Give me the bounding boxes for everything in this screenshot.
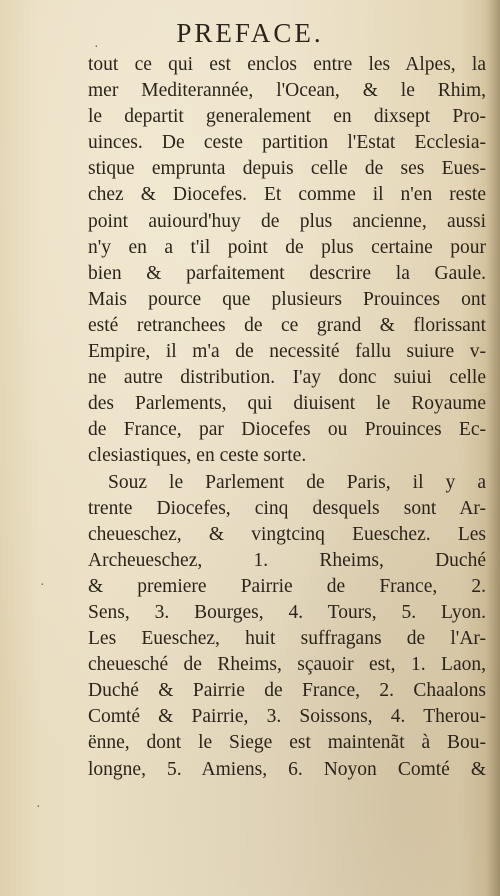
running-head: PREFACE. (176, 18, 324, 48)
text-line-25: Duché & Pairrie de France, 2. Chaalons (88, 680, 486, 702)
text-line-10: Mais pource que plusieurs Prouinces ont (88, 288, 486, 310)
text-line-26: Comté & Pairrie, 3. Soissons, 4. Therou- (88, 706, 486, 728)
ink-speck: · (94, 40, 99, 55)
text-line-5: stique emprunta depuis celle de ses Eues- (88, 158, 486, 180)
text-line-17: Souz le Parlement de Paris, il y a (108, 471, 486, 493)
text-line-7: point auiourd'huy de plus ancienne, aussi (88, 210, 486, 232)
text-line-21: & premiere Pairrie de France, 2. (88, 575, 486, 597)
text-line-23: Les Eueschez, huit suffragans de l'Ar- (88, 628, 486, 650)
text-line-6: chez & Diocefes. Et comme il n'en reste (88, 184, 486, 206)
text-line-18: trente Diocefes, cinq desquels sont Ar- (88, 497, 486, 519)
text-line-8: n'y en a t'il point de plus certaine pour (88, 236, 486, 258)
text-line-20: Archeueschez, 1. Rheims, Duché (88, 549, 486, 571)
page-edge-shadow (486, 0, 500, 896)
text-line-2: mer Mediterannée, l'Ocean, & le Rhim, (88, 80, 486, 102)
ink-speck: · (40, 578, 45, 593)
text-line-14: des Parlements, qui diuisent le Royaume (88, 393, 486, 415)
text-line-9: bien & parfaitement descrire la Gaule. (88, 262, 486, 284)
text-line-19: cheueschez, & vingtcinq Eueschez. Les (88, 523, 486, 545)
ink-speck: · (36, 800, 41, 815)
text-line-4: uinces. De ceste partition l'Estat Ecclesia- (88, 132, 486, 154)
text-line-27: ënne, dont le Siege est maintenãt à Bou- (88, 732, 486, 754)
text-line-15: de France, par Diocefes ou Prouinces Ec- (88, 419, 486, 441)
text-line-1: tout ce qui est enclos entre les Alpes, la (88, 54, 486, 75)
text-line-28: longne, 5. Amiens, 6. Noyon Comté & (88, 758, 486, 780)
text-line-11: esté retranchees de ce grand & florissant (88, 314, 486, 336)
text-line-24: cheuesché de Rheims, sçauoir est, 1. Laon, (88, 654, 486, 676)
text-line-16: clesiastiques, en ceste sorte. (88, 445, 307, 467)
text-line-13: ne autre distribution. I'ay donc suiui celle (88, 367, 486, 389)
text-line-12: Empire, il m'a de necessité fallu suiure v- (88, 341, 486, 363)
text-line-3: le departit generalement en dixsept Pro- (88, 106, 486, 128)
text-line-22: Sens, 3. Bourges, 4. Tours, 5. Lyon. (88, 601, 486, 623)
text-block (88, 52, 486, 783)
